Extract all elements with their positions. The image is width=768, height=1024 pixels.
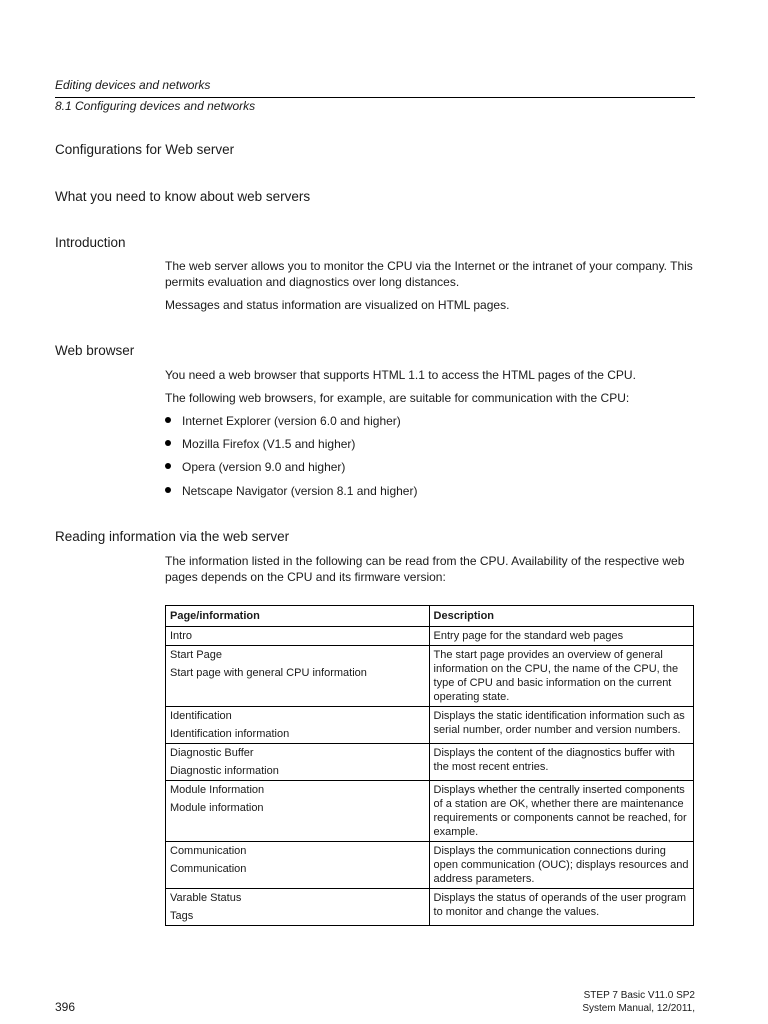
table-row [166, 744, 694, 781]
running-header-chapter: Editing devices and networks [55, 78, 211, 92]
browser-list-item: Mozilla Firefox (V1.5 and higher) [165, 436, 355, 452]
page-number: 396 [55, 1000, 76, 1014]
intro-paragraph-2: Messages and status information are visualized on HTML pages. [165, 298, 510, 312]
table-header-description: Description [429, 606, 693, 627]
row-description: Entry page for the standard web pages [429, 627, 693, 646]
row-info: Diagnostic information [170, 765, 279, 777]
header-rule [55, 97, 695, 98]
running-header-section: 8.1 Configuring devices and networks [55, 99, 256, 113]
reading-paragraph: The information listed in the following can be read from the CPU. Availability of the respective web pages depends on the CPU and its firmware version: [165, 554, 685, 584]
bullet-icon [165, 487, 171, 493]
table-row [166, 889, 694, 926]
footer-manual: System Manual, 12/2011, [582, 1003, 695, 1014]
row-description: Displays the communication connections during open communication (OUC); displays resources and address parameters. [429, 842, 693, 889]
table-row [166, 627, 694, 646]
table-header-row [166, 606, 694, 627]
heading-web-browser: Web browser [55, 343, 135, 358]
table-row [166, 781, 694, 842]
row-page: Communication [170, 845, 247, 857]
row-description: Displays the static identification information such as serial number, order number and version numbers. [429, 707, 693, 744]
row-info: Tags [170, 910, 194, 922]
row-description: Displays the content of the diagnostics buffer with the most recent entries. [429, 744, 693, 781]
table-row [166, 842, 694, 889]
heading-configurations: Configurations for Web server [55, 142, 235, 157]
browser-list-item: Opera (version 9.0 and higher) [165, 459, 345, 475]
heading-what-you-need: What you need to know about web servers [55, 189, 311, 204]
bullet-icon [165, 440, 171, 446]
web-pages-table [165, 605, 694, 926]
heading-introduction: Introduction [55, 235, 126, 250]
row-description: The start page provides an overview of general information on the CPU, the name of the CPU, the type of CPU and basic information on the current operating state. [429, 646, 693, 707]
row-page: Start Page [170, 649, 222, 661]
row-page: Diagnostic Buffer [170, 747, 254, 759]
bullet-icon [165, 417, 171, 423]
table-header-page: Page/information [166, 606, 430, 627]
browser-paragraph-2: The following web browsers, for example, are suitable for communication with the CPU: [165, 391, 630, 405]
row-page: Intro [170, 630, 193, 642]
footer-product: STEP 7 Basic V11.0 SP2 [583, 990, 695, 1001]
row-page: Varable Status [170, 892, 242, 904]
row-info: Communication [170, 863, 247, 875]
intro-paragraph-1: The web server allows you to monitor the CPU via the Internet or the intranet of your company. This permits evaluation and diagnostics over long distances. [165, 259, 693, 289]
row-description: Displays the status of operands of the user program to monitor and change the values. [429, 889, 693, 926]
row-info: Identification information [170, 728, 290, 740]
table-row [166, 707, 694, 744]
row-page: Identification [170, 710, 232, 722]
row-info: Module information [170, 802, 264, 814]
row-info: Start page with general CPU information [170, 667, 367, 679]
bullet-icon [165, 463, 171, 469]
heading-reading-information: Reading information via the web server [55, 529, 290, 544]
row-description: Displays whether the centrally inserted components of a station are OK, whether there are maintenance requirements or components cannot be reached, for example. [429, 781, 693, 842]
table-row [166, 646, 694, 707]
browser-list-item: Netscape Navigator (version 8.1 and higher) [165, 483, 417, 499]
browser-paragraph-1: You need a web browser that supports HTML 1.1 to access the HTML pages of the CPU. [165, 368, 636, 382]
row-page: Module Information [170, 784, 265, 796]
browser-list-item: Internet Explorer (version 6.0 and higher) [165, 413, 401, 429]
